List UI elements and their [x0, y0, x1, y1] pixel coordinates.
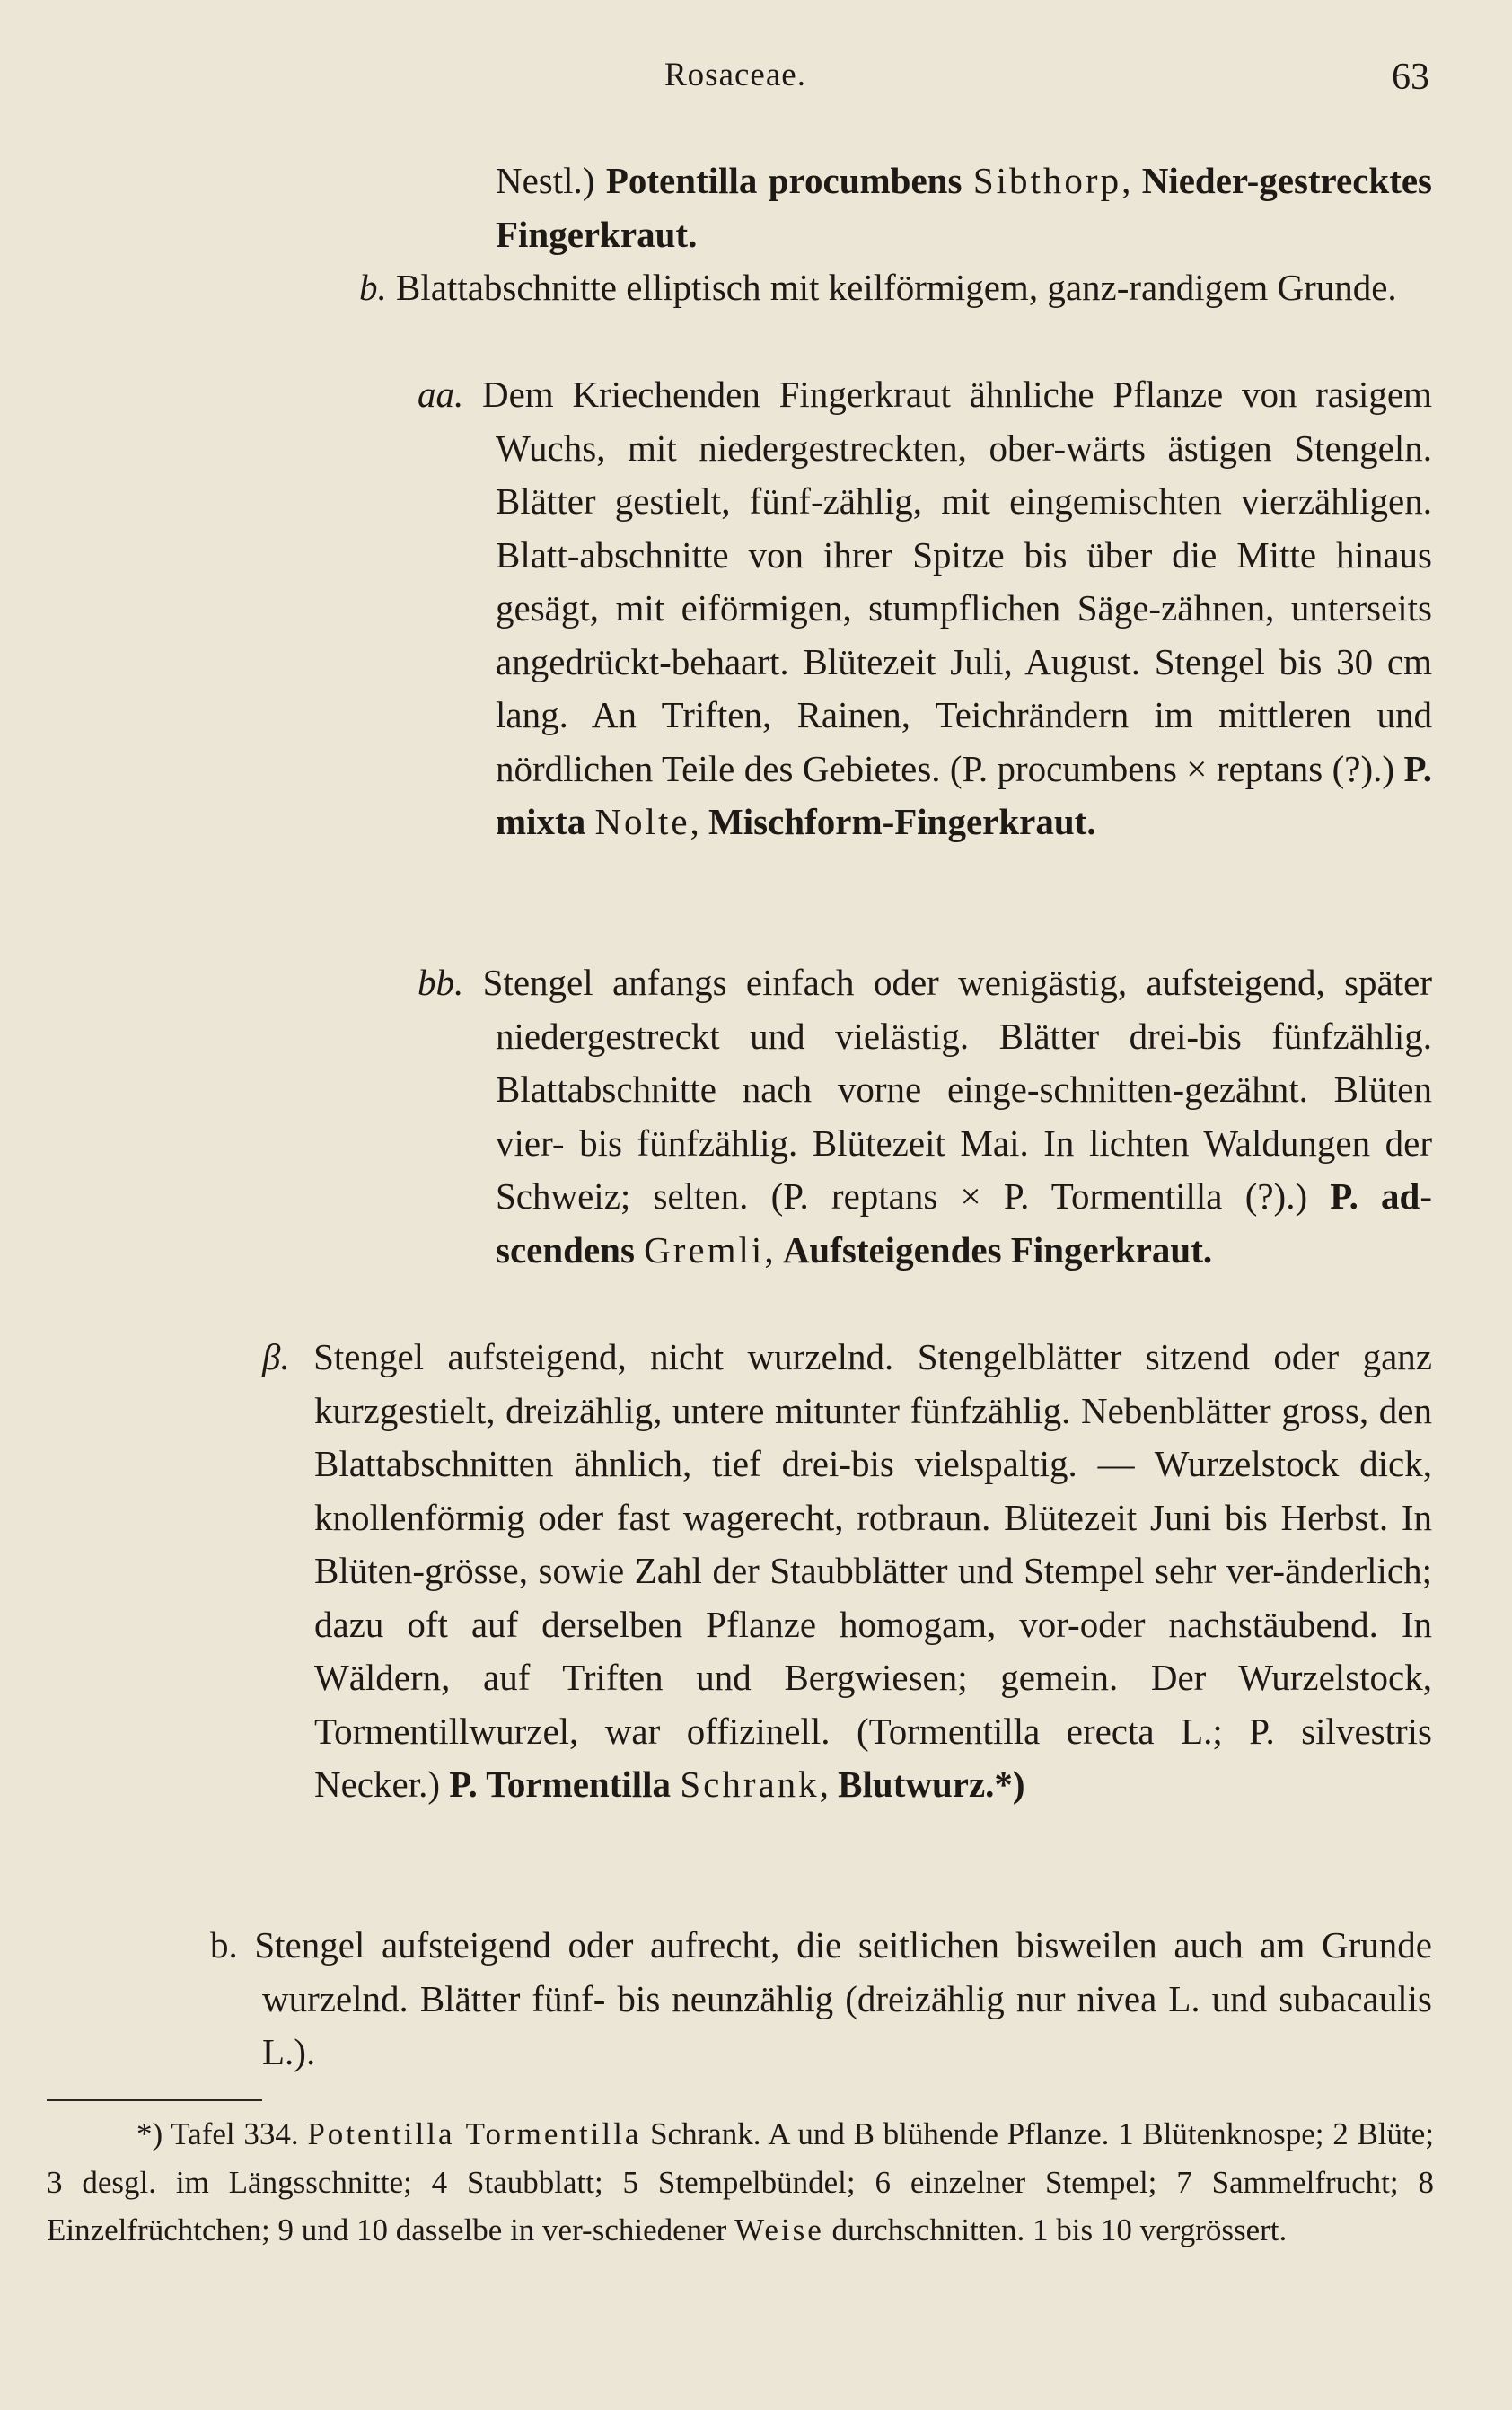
- key-beta-tormentilla: [262, 1331, 1432, 1812]
- separator: ,: [764, 1228, 783, 1271]
- common-name: Blutwurz.*): [838, 1764, 1025, 1805]
- key-bb-adscendens: [418, 956, 1432, 1277]
- footnote-spaced-word: Weise: [734, 2212, 824, 2247]
- footnote-pre: Tafel 334.: [163, 2116, 308, 2151]
- page-number: 63: [1392, 57, 1429, 98]
- footnote: [47, 2110, 1434, 2255]
- key-b-stengel: [210, 1919, 1432, 2080]
- species-author: Schrank: [680, 1764, 820, 1805]
- separator: ,: [819, 1764, 839, 1805]
- key-marker: aa.: [418, 374, 464, 415]
- species-name: P. ad-scendens: [496, 1175, 1432, 1271]
- key-text: Stengel anfangs einfach oder wenigästig, aufsteigend, später niedergestreckt und vielästig. Blätter drei-bis fünfzählig. Blattabschnitte nach vorne einge-schnitten-gezähnt. Blüten vier- bis fünfzählig. Blütezeit Mai. In lichten Waldungen der Schweiz; selten. (P. reptans × P. Tormentilla (?).): [463, 962, 1432, 1217]
- footnote-species: Potentilla Tormentilla: [307, 2116, 642, 2151]
- separator: ,: [1121, 160, 1142, 201]
- page-header: [0, 56, 1512, 110]
- key-marker: bb.: [418, 962, 464, 1003]
- running-title: Rosaceae.: [664, 57, 806, 93]
- separator: ,: [690, 801, 709, 842]
- key-text: Stengel aufsteigend oder aufrecht, die seitlichen bisweilen auch am Grunde wurzelnd. Blätter fünf- bis neunzählig (dreizählig nur nivea L. und subacaulis L.).: [237, 1924, 1432, 2072]
- footnote-marker: *): [136, 2116, 163, 2151]
- entry-procumbens-pre: Nestl.): [496, 160, 606, 201]
- key-marker: β.: [262, 1336, 290, 1377]
- common-name: Aufsteigendes Fingerkraut.: [782, 1228, 1213, 1271]
- species-name: P. mixta: [496, 747, 1432, 842]
- footnote-tail: durchschnitten. 1 bis 10 vergrössert.: [823, 2212, 1288, 2247]
- common-name: Mischform-Fingerkraut.: [708, 801, 1096, 842]
- species-author: Nolte: [594, 801, 690, 842]
- species-name: P. Tormentilla: [449, 1764, 672, 1805]
- key-marker: b.: [359, 267, 387, 308]
- key-text: Stengel aufsteigend, nicht wurzelnd. Stengelblätter sitzend oder ganz kurzgestielt, dreizählig, untere mitunter fünfzählig. Nebenblätter gross, den Blattabschnitten ähnlich, tief drei-bis vielspaltig. — Wurzelstock dick, knollenförmig oder fast wagerecht, rotbraun. Blütezeit Juni bis Herbst. In Blüten-grösse, sowie Zahl der Staubblätter und Stempel sehr ver-änderlich; dazu oft auf derselben Pflanze homogam, vor-oder nachstäubend. In Wäldern, auf Triften und Bergwiesen; gemein. Der Wurzelstock, Tormentillwurzel, war offizinell. (Tormentilla erecta L.; P. silvestris Necker.): [289, 1336, 1432, 1805]
- key-text: Blattabschnitte elliptisch mit keilförmigem, ganz-randigem Grunde.: [386, 267, 1397, 308]
- common-name: Nieder-gestrecktes Fingerkraut.: [496, 160, 1433, 255]
- key-marker: b.: [210, 1924, 238, 1966]
- entry-procumbens: [496, 154, 1432, 261]
- footnote-rule: [47, 2099, 262, 2101]
- footnote-text: Schrank. A und B blühende Pflanze. 1 Blütenknospe; 2 Blüte; 3 desgl. im Längsschnitte; 4 Staubblatt; 5 Stempelbündel; 6 einzelner Stempel; 7 Sammelfrucht; 8 Einzelfrüchtchen; 9 und 10 dasselbe in ver-schiedener: [47, 2116, 1434, 2247]
- key-b-elliptic: [359, 261, 1432, 315]
- species-name: Potentilla procumbens: [605, 160, 963, 201]
- key-aa-mixta: [418, 368, 1432, 849]
- species-author: Sibthorp: [972, 160, 1122, 201]
- key-text: Dem Kriechenden Fingerkraut ähnliche Pflanze von rasigem Wuchs, mit niedergestreckten, ober-wärts ästigen Stengeln. Blätter gestielt, fünf-zählig, mit eingemischten vierzähligen. Blatt-abschnitte von ihrer Spitze bis über die Mitte hinaus gesägt, mit eiförmigen, stumpflichen Säge-zähnen, unterseits angedrückt-behaart. Blütezeit Juli, August. Stengel bis 30 cm lang. An Triften, Rainen, Teichrändern im mittleren und nördlichen Teile des Gebietes. (P. procumbens × reptans (?).): [463, 374, 1432, 789]
- species-author: Gremli: [644, 1228, 765, 1271]
